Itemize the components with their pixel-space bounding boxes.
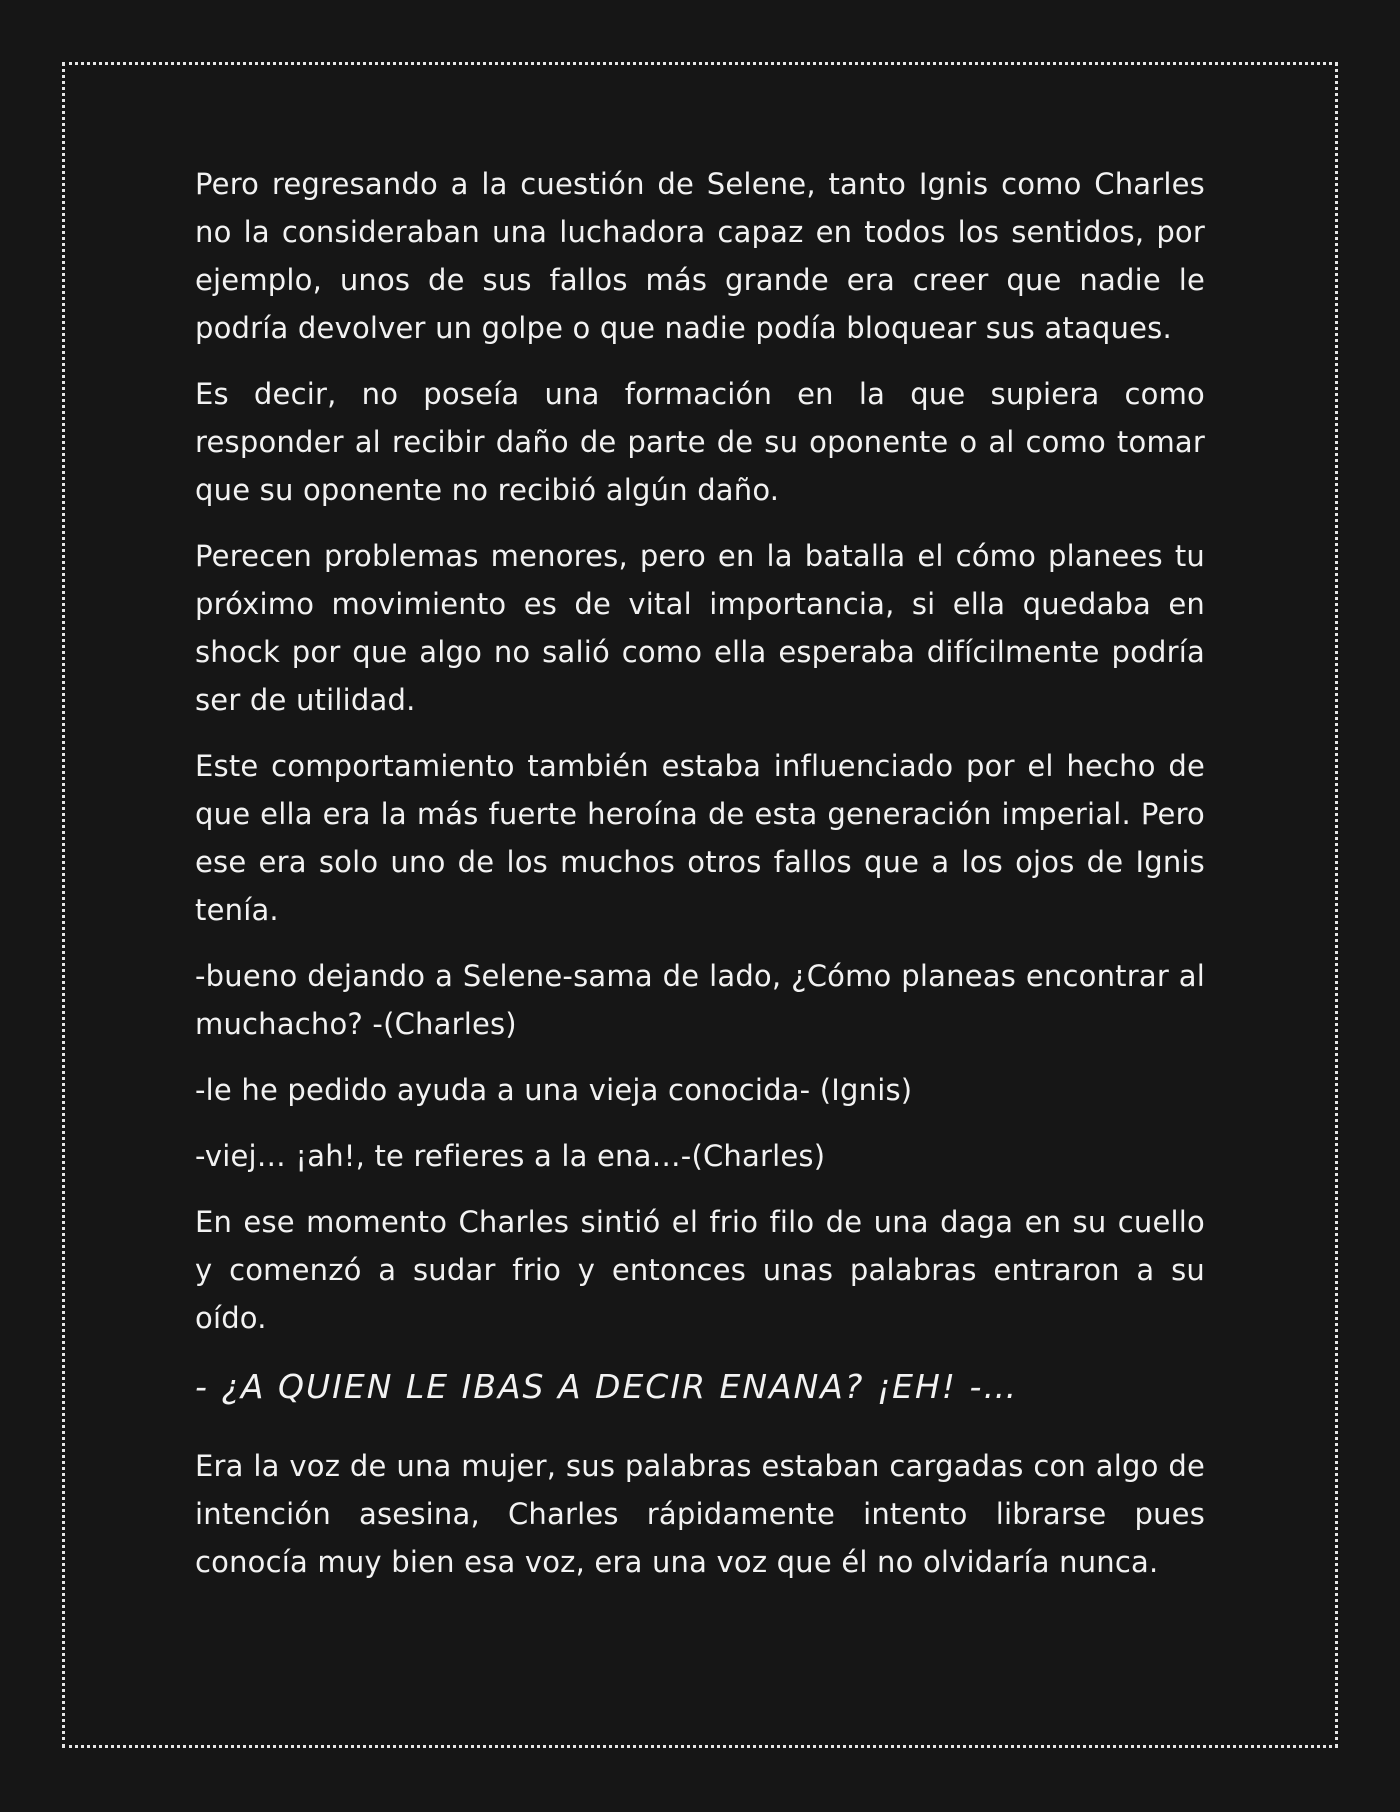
- paragraph-minor-problems: Perecen problemas menores, pero en la batalla el cómo planees tu próximo movimiento es de vital importancia, si ella quedaba en shock por que algo no salió como ella esperaba difícilmente podría ser de utilidad.: [195, 539, 1205, 717]
- page-text: [195, 160, 1205, 1604]
- paragraph-dagger: En ese momento Charles sintió el frio filo de una daga en su cuello y comenzó a sudar frio y entonces unas palabras entraron a su oído.: [195, 1205, 1205, 1335]
- dialogue-charles-interrupted: -viej… ¡ah!, te refieres a la ena…-(Charles): [195, 1139, 826, 1173]
- paragraph-closing: Era la voz de una mujer, sus palabras estaban cargadas con algo de intención asesina, Charles rápidamente intento librarse pues conocía muy bien esa voz, era una voz que él no olvidaría nunca.: [195, 1449, 1205, 1579]
- paragraph-selene-flaws: Pero regresando a la cuestión de Selene, tanto Ignis como Charles no la consideraban una luchadora capaz en todos los sentidos, por ejemplo, unos de sus fallos más grande era creer que nadie le podría devolver un golpe o que nadie podía bloquear sus ataques.: [195, 167, 1205, 345]
- paragraph-behavior: Este comportamiento también estaba influenciado por el hecho de que ella era la más fuerte heroína de esta generación imperial. Pero ese era solo uno de los muchos otros fallos que a los ojos de Ignis tenía.: [195, 749, 1205, 927]
- dialogue-charles-question: -bueno dejando a Selene-sama de lado, ¿Cómo planeas encontrar al muchacho? -(Charles): [195, 959, 1205, 1041]
- shouted-line: - ¿A QUIEN LE IBAS A DECIR ENANA? ¡EH! -…: [195, 1367, 1019, 1406]
- paragraph-training: Es decir, no poseía una formación en la que supiera como responder al recibir daño de parte de su oponente o al como tomar que su oponente no recibió algún daño.: [195, 377, 1205, 507]
- dialogue-ignis-reply: -le he pedido ayuda a una vieja conocida- (Ignis): [195, 1073, 913, 1107]
